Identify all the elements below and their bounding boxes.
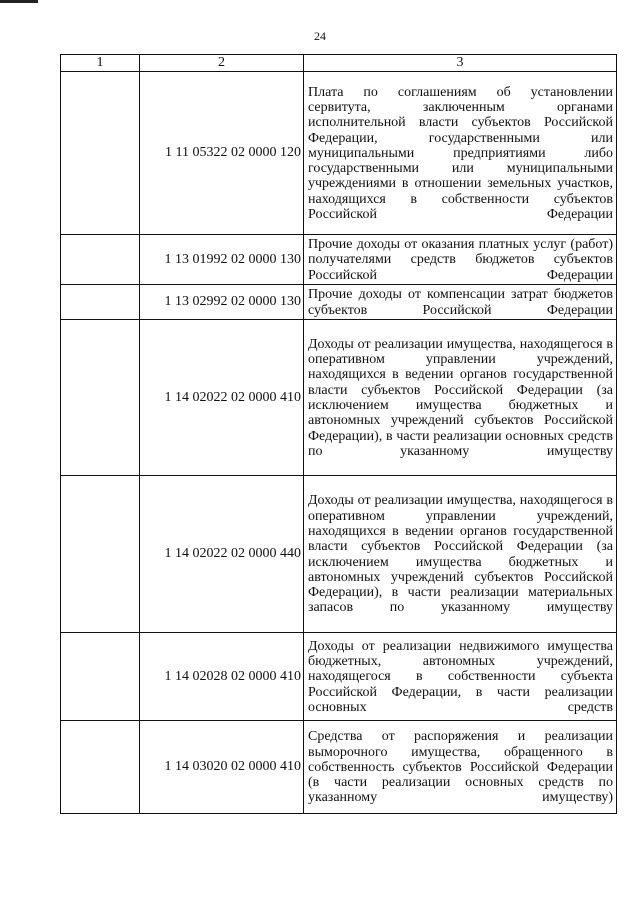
table-row [61, 285, 617, 320]
revenue-codes-table [60, 54, 617, 814]
income-description: Доходы от реализации имущества, находящегося в оперативном управлении учреждений, находящихся в ведении органов государственной власти субъектов Российской Федерации (за исключением имущества бюджетных и автономных учреждений субъектов Российской Федерации), в части реализации основных средств по указанному имуществу [304, 320, 617, 476]
table-row [61, 72, 617, 235]
row-cell-empty [61, 285, 140, 320]
table-row [61, 476, 617, 633]
budget-code: 1 14 02022 02 0000 410 [140, 320, 304, 476]
budget-code: 1 13 01992 02 0000 130 [140, 235, 304, 285]
column-header-1: 1 [61, 55, 140, 72]
row-cell-empty [61, 235, 140, 285]
row-cell-empty [61, 721, 140, 814]
table-row [61, 235, 617, 285]
income-description: Доходы от реализации имущества, находящегося в оперативном управлении учреждений, находящихся в ведении органов государственной власти субъектов Российской Федерации (за исключением имущества бюджетных и автономных учреждений субъектов Российской Федерации), в части реализации материальных запасов по указанному имуществу [304, 476, 617, 633]
row-cell-empty [61, 633, 140, 721]
income-description: Плата по соглашениям об установлении сервитута, заключенным органами исполнительной власти субъектов Российской Федерации, государственными или муниципальными предприятиями либо государственными или муниципальными учреждениями в отношении земельных участков, находящихся в собственности субъектов Российской Федерации [304, 72, 617, 235]
page-number: 24 [314, 29, 326, 43]
corner-scan-mark [0, 0, 38, 3]
row-cell-empty [61, 476, 140, 633]
income-description: Доходы от реализации недвижимого имущества бюджетных, автономных учреждений, находящегося в собственности субъекта Российской Федерации, в части реализации основных средств [304, 633, 617, 721]
column-header-3: 3 [304, 55, 617, 72]
budget-code: 1 13 02992 02 0000 130 [140, 285, 304, 320]
table-row [61, 633, 617, 721]
column-header-2: 2 [140, 55, 304, 72]
budget-code: 1 14 03020 02 0000 410 [140, 721, 304, 814]
income-description: Средства от распоряжения и реализации выморочного имущества, обращенного в собственность субъектов Российской Федерации (в части реализации основных средств по указанному имуществу) [304, 721, 617, 814]
budget-code: 1 14 02022 02 0000 440 [140, 476, 304, 633]
row-cell-empty [61, 72, 140, 235]
income-description: Прочие доходы от оказания платных услуг (работ) получателями средств бюджетов субъектов Российской Федерации [304, 235, 617, 285]
row-cell-empty [61, 320, 140, 476]
income-description: Прочие доходы от компенсации затрат бюджетов субъектов Российской Федерации [304, 285, 617, 320]
table-header-row [61, 55, 617, 72]
budget-code: 1 11 05322 02 0000 120 [140, 72, 304, 235]
table-row [61, 721, 617, 814]
budget-code: 1 14 02028 02 0000 410 [140, 633, 304, 721]
table-row [61, 320, 617, 476]
